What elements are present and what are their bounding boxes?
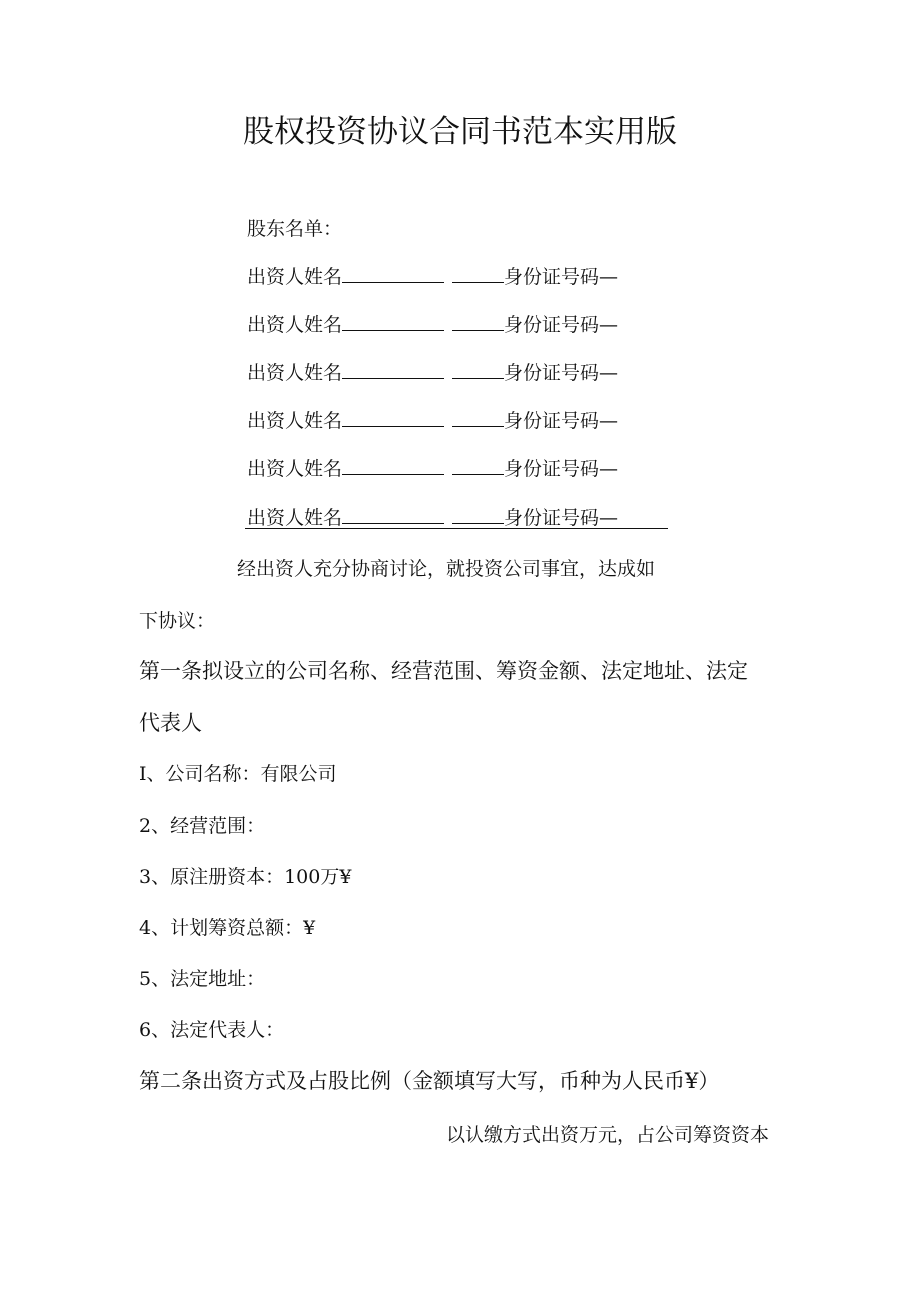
- item-company-name: I、公司名称：有限公司: [139, 763, 337, 785]
- id-number-label: 身份证号码—: [504, 266, 619, 288]
- document-title: 股权投资协议合同书范本实用版: [243, 114, 677, 150]
- investor-name-label: 出资人姓名: [247, 266, 343, 288]
- item-fundraising-total: 4、计划筹资总额：¥: [139, 917, 316, 939]
- item-business-scope: 2、经营范围：: [139, 815, 266, 837]
- investor-row: [247, 310, 618, 340]
- id-number-label: 身份证号码—: [504, 458, 619, 480]
- article-2-line-1: 以认缴方式出资万元，占公司筹资资本: [446, 1124, 770, 1146]
- item-legal-representative: 6、法定代表人：: [139, 1019, 285, 1041]
- name-blank-2: [452, 360, 504, 379]
- name-blank-2: [452, 312, 504, 331]
- name-blank-2: [452, 505, 504, 524]
- investor-row: [247, 262, 618, 292]
- name-blank-2: [452, 408, 504, 427]
- article-2-heading: 第二条出资方式及占股比例（金额填写大写，币种为人民币¥）: [139, 1069, 720, 1093]
- shareholder-list-label: 股东名单：: [247, 218, 343, 240]
- name-blank: [342, 456, 444, 475]
- table-bottom-rule: [245, 528, 668, 529]
- name-blank: [342, 360, 444, 379]
- name-blank: [342, 505, 444, 524]
- investor-name-label: 出资人姓名: [247, 410, 343, 432]
- investor-row: [247, 406, 618, 436]
- id-number-label: 身份证号码—: [504, 410, 619, 432]
- name-blank: [342, 312, 444, 331]
- investor-name-label: 出资人姓名: [247, 314, 343, 336]
- id-number-label: 身份证号码—: [504, 362, 619, 384]
- name-blank-2: [452, 456, 504, 475]
- id-number-label: 身份证号码—: [504, 507, 619, 529]
- investor-row: [247, 358, 618, 388]
- name-blank-2: [452, 264, 504, 283]
- investor-row: [247, 454, 618, 484]
- article-1-heading: 第一条拟设立的公司名称、经营范围、筹资金额、法定地址、法定: [139, 659, 748, 683]
- id-number-label: 身份证号码—: [504, 314, 619, 336]
- item-legal-address: 5、法定地址：: [139, 968, 266, 990]
- investor-name-label: 出资人姓名: [247, 458, 343, 480]
- investor-name-label: 出资人姓名: [247, 507, 343, 529]
- intro-line-1: 经出资人充分协商讨论，就投资公司事宜，达成如: [237, 558, 656, 580]
- article-1-heading-cont: 代表人: [139, 711, 202, 735]
- investor-name-label: 出资人姓名: [247, 362, 343, 384]
- name-blank: [342, 408, 444, 427]
- item-registered-capital: 3、原注册资本：100万¥: [139, 866, 352, 888]
- name-blank: [342, 264, 444, 283]
- intro-line-2: 下协议：: [139, 610, 216, 632]
